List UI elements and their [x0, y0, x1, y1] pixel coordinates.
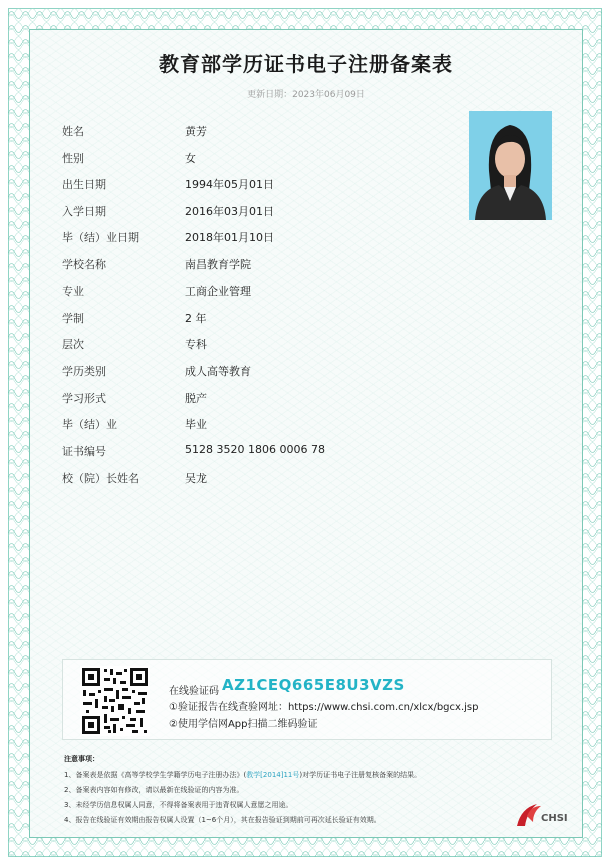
field-value-study-form: 脱产 [185, 392, 207, 405]
field-value-major: 工商企业管理 [185, 285, 251, 298]
portrait-photo [469, 111, 552, 220]
field-label-certificate-number: 证书编号 [62, 445, 106, 458]
field-label-gender: 性别 [62, 152, 84, 165]
field-value-level: 专科 [185, 338, 207, 351]
person-portrait-icon [469, 111, 552, 220]
field-label-name: 姓名 [62, 125, 84, 138]
field-label-graduation-date: 毕（结）业日期 [62, 231, 139, 244]
field-label-enroll-date: 入学日期 [62, 205, 106, 218]
field-value-certificate-number: 5128 3520 1806 0006 78 [185, 443, 325, 456]
field-label-major: 专业 [62, 285, 84, 298]
updated-date: 更新日期：2023年06月09日 [247, 90, 365, 100]
verification-app-line: ②使用学信网App扫描二维码验证 [169, 719, 318, 730]
note-1-text-end: )对学历证书电子注册复核备案的结果。 [299, 771, 422, 779]
field-label-education-type: 学历类别 [62, 365, 106, 378]
field-value-graduation-status: 毕业 [185, 418, 207, 431]
note-item-1 [64, 770, 421, 780]
field-label-level: 层次 [62, 338, 84, 351]
field-value-duration: 2 年 [185, 312, 207, 325]
field-value-birth-date: 1994年05月01日 [185, 178, 274, 191]
field-label-study-form: 学习形式 [62, 392, 106, 405]
field-label-graduation-status: 毕（结）业 [62, 418, 117, 431]
verification-code-label: 在线验证码 [169, 686, 219, 697]
field-label-duration: 学制 [62, 312, 84, 325]
field-value-education-type: 成人高等教育 [185, 365, 251, 378]
field-value-name: 黄芳 [185, 125, 207, 138]
qr-code-icon[interactable] [80, 666, 150, 736]
field-value-gender: 女 [185, 152, 196, 165]
regulation-link[interactable]: 教学[2014]11号 [246, 771, 300, 779]
note-item-4: 4、报告在线验证有效期由报告权属人设置（1~6个月），其在报告验证到期前可再次延长验证有效期。 [64, 816, 381, 824]
field-label-president-name: 校（院）长姓名 [62, 472, 139, 485]
field-value-enroll-date: 2016年03月01日 [185, 205, 274, 218]
note-item-3: 3、未经学历信息权属人同意，不得将备案表用于违背权属人意愿之用途。 [64, 801, 293, 809]
note-item-2: 2、备案表内容如有修改，请以最新在线验证的内容为准。 [64, 786, 244, 794]
document-title: 教育部学历证书电子注册备案表 [159, 52, 453, 76]
field-value-president-name: 吴龙 [185, 472, 207, 485]
notes-title: 注意事项： [64, 755, 99, 763]
note-1-text-start: 1、备案表是依据《高等学校学生学籍学历电子注册办法》( [64, 771, 247, 779]
field-value-graduation-date: 2018年01月10日 [185, 231, 274, 244]
field-label-birth-date: 出生日期 [62, 178, 106, 191]
chsi-logo-text: CHSI [541, 813, 568, 824]
verification-url-line[interactable]: ①验证报告在线查验网址：https://www.chsi.com.cn/xlcx/bgcx.jsp [169, 702, 479, 713]
field-label-school: 学校名称 [62, 258, 106, 271]
field-value-school: 南昌教育学院 [185, 258, 251, 271]
verification-code: AZ1CEQ665E8U3VZS [222, 676, 405, 694]
